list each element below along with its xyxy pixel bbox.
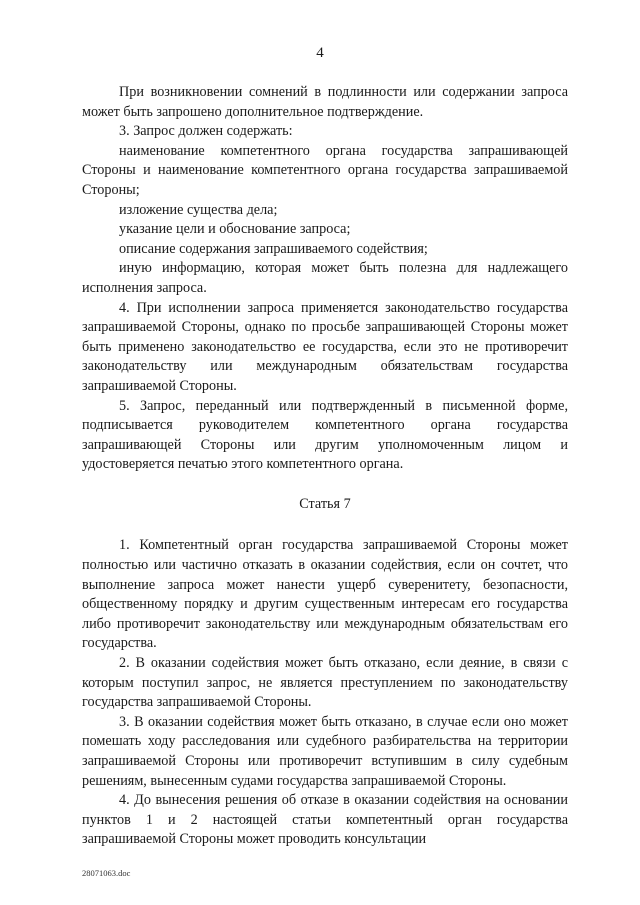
paragraph: 4. До вынесения решения об отказе в оказании содействия на основании пунктов 1 и 2 настоящей статьи компетентный орган государства запрашиваемой Стороны может проводить консультации — [82, 792, 568, 848]
document-body — [82, 83, 568, 850]
paragraph: 1. Компетентный орган государства запрашиваемой Стороны может полностью или частично отказать в оказании содействия, если он сочтет, что выполнение запроса может нанести ущерб суверенитету, безопасности, общественному порядку и другим существенным интересам его государства либо противоречит законодательству или международным обязательствам его государства. — [82, 537, 568, 652]
list-item: описание содержания запрашиваемого содействия; — [119, 240, 428, 257]
list-item: указание цели и обоснование запроса; — [119, 221, 351, 238]
paragraph: При возникновении сомнений в подлинности или содержании запроса может быть запрошено дополнительное подтверждение. — [82, 84, 568, 120]
page-number: 4 — [316, 45, 324, 61]
paragraph: 2. В оказании содействия может быть отказано, если деяние, в связи с которым поступил запрос, не является преступлением по законодательству государства запрашиваемой Стороны. — [82, 655, 568, 711]
paragraph: 4. При исполнении запроса применяется законодательство государства запрашиваемой Стороны, однако по просьбе запрашивающей Стороны может быть применено законодательство ее государства, если это не противоречит законодательству или международным обязательствам государства запрашиваемой Стороны. — [82, 299, 568, 394]
paragraph: 3. Запрос должен содержать: — [119, 123, 293, 140]
footer-filename: 28071063.doc — [82, 868, 131, 878]
paragraph: 5. Запрос, переданный или подтвержденный в письменной форме, подписывается руководителем компетентного органа государства запрашивающей Стороны или другим уполномоченным лицом и удостоверяется печатью этого компетентного органа. — [82, 397, 568, 473]
article-heading: Статья 7 — [299, 495, 351, 512]
list-item: изложение существа дела; — [119, 201, 278, 218]
paragraph: 3. В оказании содействия может быть отказано, в случае если оно может помешать ходу расследования или судебного разбирательства на территории запрашиваемой Стороны или противоречит вступившим в силу судебным решениям, вынесенным судами государства запрашиваемой Стороны. — [82, 713, 568, 789]
list-item: наименование компетентного органа государства запрашивающей Стороны и наименование компетентного органа государства запрашиваемой Стороны; — [82, 142, 568, 198]
list-item: иную информацию, которая может быть полезна для надлежащего исполнения запроса. — [82, 260, 568, 296]
